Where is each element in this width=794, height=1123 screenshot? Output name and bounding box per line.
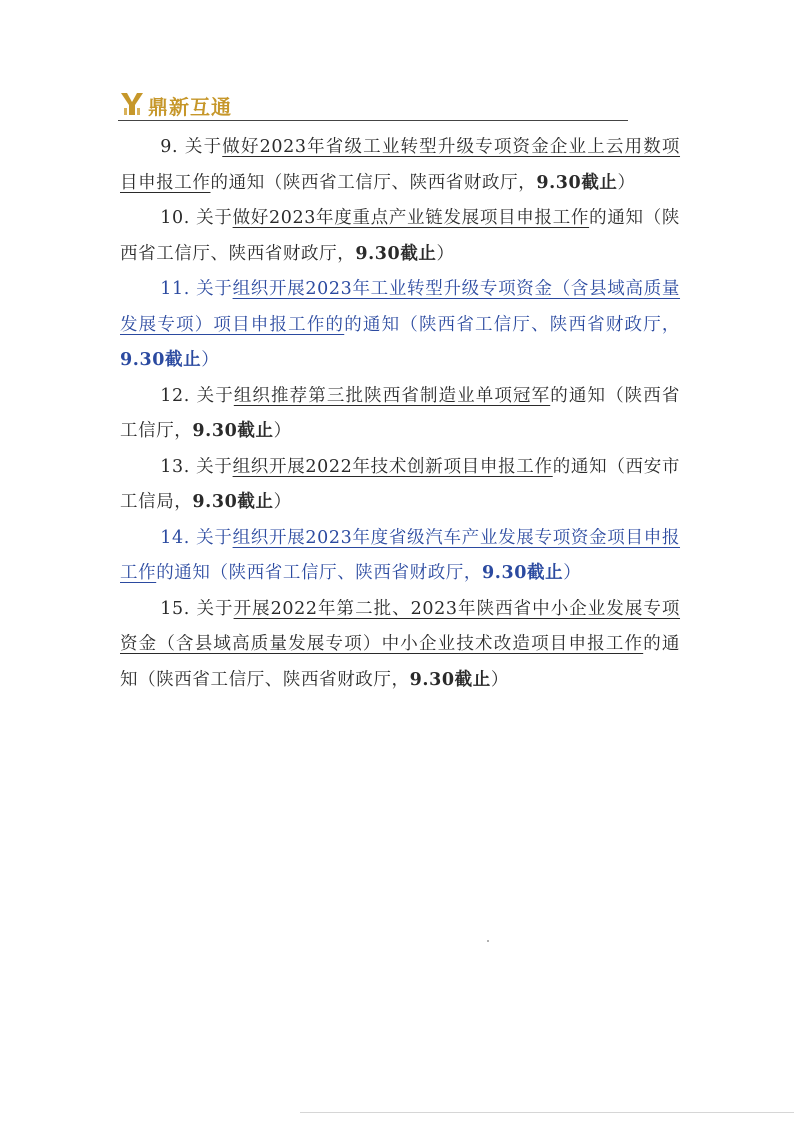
footer-rule (300, 1112, 794, 1113)
list-item (120, 272, 680, 379)
item-end: ） (617, 172, 636, 193)
item-source: 的通知（陕西省工信厅、陕西省财政厅， (156, 563, 483, 583)
item-title: 组织开展2023年度省级汽车产业发展专项资金项目申报工作 (120, 527, 681, 583)
item-source: 的通知（陕西省工信厅、陕西省财政厅， (120, 208, 681, 264)
item-source: 的通知（西安市工信局， (120, 456, 681, 512)
item-number: 9. (160, 137, 179, 157)
scan-speck (487, 940, 489, 942)
list-item (120, 379, 680, 450)
item-title: 开展2022年第二批、2023年陕西省中小企业发展专项资金（含县域高质量发展专项）中小企业技术改造项目申报工作 (120, 598, 681, 654)
item-prefix: 关于 (184, 137, 223, 157)
list-item (120, 521, 680, 592)
list-item (120, 450, 680, 521)
item-deadline: 9.30截止 (355, 243, 437, 264)
item-deadline: 9.30截止 (536, 172, 618, 193)
item-end: ） (563, 563, 582, 583)
item-number: 12. (160, 385, 190, 406)
item-prefix: 关于 (196, 456, 233, 477)
notice-list (120, 130, 680, 698)
item-deadline: 9.30截止 (482, 563, 564, 583)
page-header (118, 92, 628, 121)
item-deadline: 9.30截止 (120, 350, 202, 370)
item-end: ） (490, 669, 509, 690)
item-prefix: 关于 (196, 527, 233, 548)
item-title: 组织推荐第三批陕西省制造业单项冠军 (233, 385, 551, 406)
item-end: ） (436, 243, 455, 264)
item-title: 做好2023年度重点产业链发展项目申报工作 (232, 208, 590, 228)
brand-name: 鼎新互通 (148, 95, 232, 119)
brand-logo-icon (118, 90, 146, 118)
item-source: 的通知（陕西省工信厅， (120, 385, 681, 441)
item-number: 11. (160, 279, 190, 299)
item-source: 的通知（陕西省工信厅、陕西省财政厅， (344, 314, 680, 335)
item-deadline: 9.30截止 (192, 492, 274, 512)
item-deadline: 9.30截止 (409, 669, 491, 690)
item-end: ） (273, 421, 292, 441)
item-prefix: 关于 (196, 208, 233, 228)
item-title: 组织开展2022年技术创新项目申报工作 (232, 456, 553, 477)
item-end: ） (201, 350, 220, 370)
list-item (120, 130, 680, 201)
item-title: 组织开展2023年工业转型升级专项资金（含县域高质量发展专项）项目申报工作的 (120, 279, 681, 335)
item-source: 的通知（陕西省工信厅、陕西省财政厅， (120, 634, 680, 690)
item-title: 做好2023年省级工业转型升级专项资金企业上云用数项目申报工作 (120, 137, 681, 193)
item-number: 15. (160, 598, 190, 619)
item-prefix: 关于 (196, 598, 234, 619)
item-prefix: 关于 (196, 279, 233, 299)
item-number: 14. (160, 527, 190, 548)
list-item (120, 592, 680, 699)
item-prefix: 关于 (196, 385, 234, 406)
item-end: ） (273, 492, 292, 512)
list-item (120, 201, 680, 272)
item-source: 的通知（陕西省工信厅、陕西省财政厅， (210, 172, 537, 193)
item-deadline: 9.30截止 (192, 421, 274, 441)
item-number: 13. (160, 456, 190, 477)
item-number: 10. (160, 208, 190, 228)
